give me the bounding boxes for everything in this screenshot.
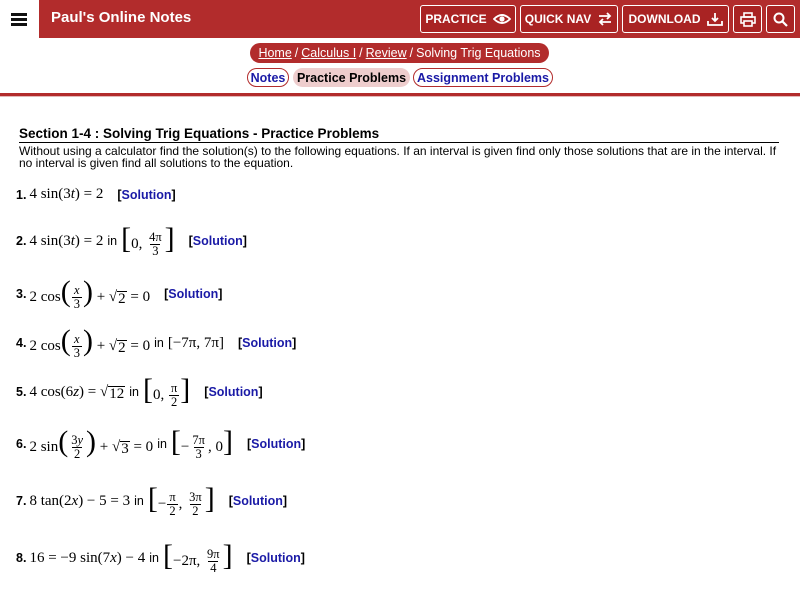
section-intro: Without using a calculator find the solution(s) to the following equations. If an interval is given find only those solutions that are in the interval. If no interval is given find all solutions to the equation. [19,144,777,170]
solution-link-text[interactable]: Solution [121,187,172,202]
problem-number: 4. [16,336,27,351]
problem-number: 8. [16,551,27,566]
problem-number: 5. [16,385,27,400]
problem-interval: [−7π, 7π] [167,334,224,351]
problem-interval: [0, $\frac{4\pi}{3}$ ] [121,222,175,259]
problem-equation: 2 cos( $\frac{x}{3}$ ) + √ 2 = 0 [29,275,151,312]
solution-link-text[interactable]: Solution [232,494,283,509]
tab-notes[interactable]: Notes [247,68,289,87]
solution-link[interactable]: [Solution] [246,437,306,452]
breadcrumb-calculus[interactable]: Calculus I [301,46,357,60]
main-content [19,126,779,169]
solution-link-text[interactable]: Solution [208,385,259,400]
breadcrumb-home[interactable]: Home [258,46,292,60]
section-title: Section 1-4 : Solving Trig Equations - Practice Problems [19,126,779,143]
problem-4 [16,326,296,360]
problem-6 [16,427,305,461]
tab-assignment-problems[interactable]: Assignment Problems [413,68,553,87]
eye-icon [493,13,511,25]
problem-1 [16,186,176,203]
breadcrumb-review[interactable]: Review [365,46,407,60]
breadcrumb: Home / Calculus I / Review / Solving Trig Equations [250,43,549,63]
problem-5 [16,375,263,409]
interval-word: in [149,551,159,566]
breadcrumb-current: Solving Trig Equations [416,46,541,60]
problem-interval: [0, $\frac{\pi}{2}$ ] [142,373,191,410]
practice-button[interactable] [420,5,516,33]
solution-link[interactable]: [Solution] [117,187,176,202]
interval-word: in [157,437,167,452]
interval-word: in [107,234,118,249]
solution-link[interactable]: [Solution] [188,234,247,249]
search-icon [773,12,788,27]
solution-link-text[interactable]: Solution [242,336,293,351]
problem-number: 3. [16,287,27,302]
problem-number: 2. [16,234,27,249]
problem-equation: 4 cos(6z) = √ 12 [29,383,125,402]
problem-2 [16,224,247,258]
problem-7 [16,484,287,518]
tab-practice-problems[interactable]: Practice Problems [293,68,410,87]
practice-label: PRACTICE [425,12,487,26]
problem-interval: [−2π, $\frac{9\pi}{4}$ ] [162,539,233,576]
solution-link-text[interactable]: Solution [250,551,301,566]
solution-link[interactable]: [Solution] [237,336,297,351]
problem-equation: 2 sin( $\frac{3y}{2}$ ) + √ 3 = 0 [29,425,154,462]
solution-link[interactable]: [Solution] [164,287,223,302]
quick-nav-button[interactable] [520,5,618,33]
problem-equation: 16 = −9 sin(7x) − 4 [29,549,146,566]
problem-equation: 4 sin(3t) = 2 [29,232,104,249]
top-bar [0,0,800,38]
solution-link-text[interactable]: Solution [192,234,243,249]
quick-nav-label: QUICK NAV [524,12,592,26]
problem-number: 7. [16,494,27,509]
download-icon [707,12,723,27]
search-button[interactable] [766,5,795,33]
problem-equation: 2 cos( $\frac{x}{3}$ ) + √ 2 = 0 [29,324,151,361]
solution-link-text[interactable]: Solution [168,287,219,302]
interval-word: in [134,494,144,509]
solution-link[interactable]: [Solution] [204,385,263,400]
header-divider-shadow [0,96,800,97]
menu-button[interactable] [0,0,38,38]
print-icon [740,12,756,27]
problem-number: 6. [16,437,27,452]
interval-word: in [154,336,164,351]
problem-equation: 4 sin(3t) = 2 [29,186,104,202]
site-title[interactable]: Paul's Online Notes [51,9,192,26]
download-button[interactable] [622,5,729,33]
swap-arrows-icon [597,12,613,26]
problem-interval: [− $\frac{7\pi}{3}$ , 0] [170,425,233,462]
print-button[interactable] [733,5,762,33]
solution-link[interactable]: [Solution] [246,551,305,566]
problem-interval: [− $\frac{\pi}{2}$ , $\frac{3\pi}{2}$ ] [147,482,215,519]
solution-link[interactable]: [Solution] [228,494,288,509]
problem-equation: 8 tan(2x) − 5 = 3 [29,492,131,509]
solution-link-text[interactable]: Solution [251,437,302,452]
interval-word: in [129,385,139,400]
download-label: DOWNLOAD [628,12,701,26]
problem-number: 1. [16,187,27,202]
problem-8 [16,541,305,575]
problem-3 [16,277,222,311]
hamburger-icon [11,13,27,26]
content-tabs [0,68,800,88]
